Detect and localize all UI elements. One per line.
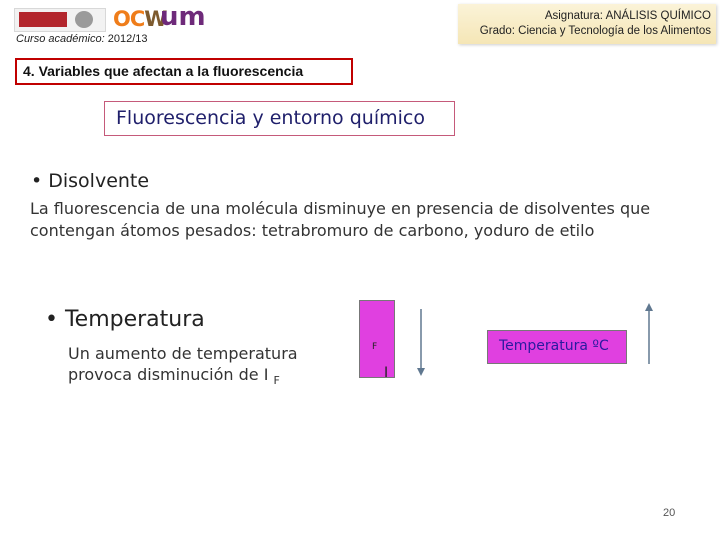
subject-line-1: Asignatura: ANÁLISIS QUÍMICO — [544, 10, 711, 22]
temperature-box — [487, 330, 627, 364]
um-logo: um — [160, 2, 206, 32]
section-title: 4. Variables que afectan a la fluorescencia — [23, 63, 304, 79]
subject-line-2: Grado: Ciencia y Tecnología de los Alimentos — [479, 25, 711, 37]
ocw-logo-oc: OC — [113, 7, 145, 31]
bullet-temperature-heading: • Temperatura — [45, 307, 205, 332]
page-number: 20 — [663, 507, 676, 519]
ocw-logo-w: W — [144, 7, 167, 31]
down-arrow-icon — [417, 309, 425, 376]
bullet-solvent-heading: • Disolvente — [31, 170, 150, 192]
if-label-sub: F — [372, 341, 378, 352]
temperature-label: Temperatura ºC — [499, 338, 609, 354]
temperature-text-sub: F — [273, 374, 280, 388]
course-label: Curso académico: — [16, 33, 105, 45]
temperature-text-main: Un aumento de temperatura provoca disminución de I — [68, 344, 298, 384]
bullet-solvent-text: La fluorescencia de una molécula disminuye en presencia de disolventes que contengan átomos pesados: tetrabromuro de carbono, yoduro de etilo — [30, 199, 651, 240]
if-label-main: I — [384, 365, 389, 381]
up-arrow-icon — [645, 303, 653, 364]
course-year-value: 2012/13 — [107, 33, 148, 45]
subtitle-text: Fluorescencia y entorno químico — [116, 107, 425, 129]
